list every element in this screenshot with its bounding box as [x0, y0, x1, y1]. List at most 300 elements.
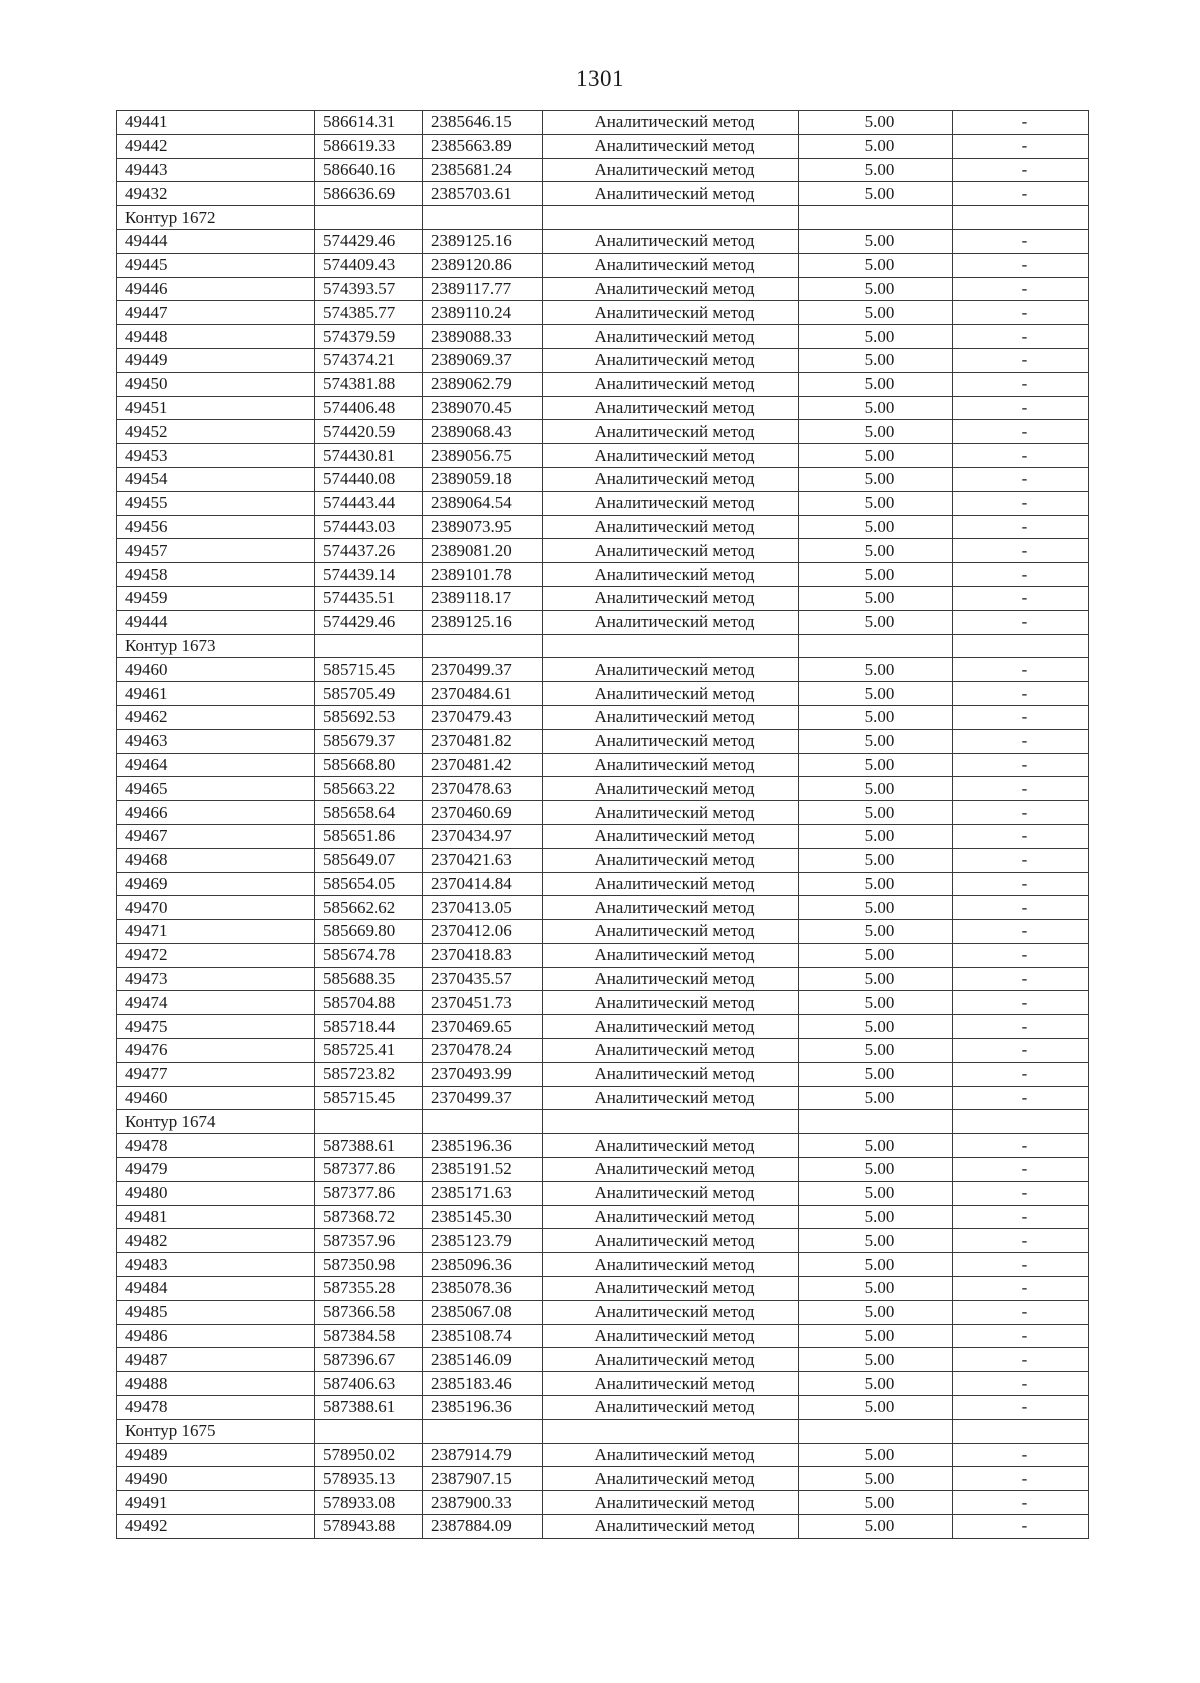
- note-cell: -: [953, 1205, 1089, 1229]
- method-cell: Аналитический метод: [543, 515, 799, 539]
- method-cell: Аналитический метод: [543, 253, 799, 277]
- note-cell: -: [953, 920, 1089, 944]
- accuracy-cell: 5.00: [799, 1181, 953, 1205]
- table-row: [117, 1229, 1089, 1253]
- y-coordinate-cell: 2389117.77: [423, 277, 543, 301]
- x-coordinate-cell: 574420.59: [315, 420, 423, 444]
- method-cell: Аналитический метод: [543, 1229, 799, 1253]
- note-cell: -: [953, 610, 1089, 634]
- note-cell: -: [953, 586, 1089, 610]
- accuracy-cell: 5.00: [799, 1467, 953, 1491]
- y-coordinate-cell: 2387907.15: [423, 1467, 543, 1491]
- x-coordinate-cell: 585679.37: [315, 729, 423, 753]
- x-coordinate-cell: 574379.59: [315, 325, 423, 349]
- method-cell: Аналитический метод: [543, 705, 799, 729]
- accuracy-cell: 5.00: [799, 1515, 953, 1539]
- y-coordinate-cell: 2385067.08: [423, 1300, 543, 1324]
- table-row: [117, 1062, 1089, 1086]
- coordinates-table: [116, 110, 1089, 1539]
- method-cell: Аналитический метод: [543, 991, 799, 1015]
- empty-cell: [315, 1110, 423, 1134]
- note-cell: -: [953, 1443, 1089, 1467]
- point-id-cell: 49472: [117, 943, 315, 967]
- x-coordinate-cell: 587388.61: [315, 1134, 423, 1158]
- y-coordinate-cell: 2385146.09: [423, 1348, 543, 1372]
- note-cell: -: [953, 515, 1089, 539]
- x-coordinate-cell: 578933.08: [315, 1491, 423, 1515]
- method-cell: Аналитический метод: [543, 134, 799, 158]
- empty-cell: [315, 206, 423, 230]
- note-cell: -: [953, 1372, 1089, 1396]
- point-id-cell: 49445: [117, 253, 315, 277]
- note-cell: -: [953, 1253, 1089, 1277]
- contour-header-row: [117, 1419, 1089, 1443]
- point-id-cell: 49458: [117, 563, 315, 587]
- table-row: [117, 1372, 1089, 1396]
- y-coordinate-cell: 2370499.37: [423, 658, 543, 682]
- point-id-cell: 49485: [117, 1300, 315, 1324]
- method-cell: Аналитический метод: [543, 277, 799, 301]
- point-id-cell: 49451: [117, 396, 315, 420]
- table-row: [117, 563, 1089, 587]
- note-cell: -: [953, 372, 1089, 396]
- table-row: [117, 1253, 1089, 1277]
- x-coordinate-cell: 574374.21: [315, 348, 423, 372]
- method-cell: Аналитический метод: [543, 348, 799, 372]
- x-coordinate-cell: 587355.28: [315, 1277, 423, 1301]
- accuracy-cell: 5.00: [799, 325, 953, 349]
- note-cell: -: [953, 991, 1089, 1015]
- point-id-cell: 49470: [117, 896, 315, 920]
- note-cell: -: [953, 1134, 1089, 1158]
- empty-cell: [799, 1110, 953, 1134]
- point-id-cell: 49468: [117, 848, 315, 872]
- x-coordinate-cell: 585718.44: [315, 1015, 423, 1039]
- point-id-cell: 49483: [117, 1253, 315, 1277]
- y-coordinate-cell: 2389120.86: [423, 253, 543, 277]
- table-row: [117, 253, 1089, 277]
- empty-cell: [423, 206, 543, 230]
- table-row: [117, 1086, 1089, 1110]
- empty-cell: [953, 634, 1089, 658]
- y-coordinate-cell: 2370484.61: [423, 682, 543, 706]
- method-cell: Аналитический метод: [543, 1515, 799, 1539]
- y-coordinate-cell: 2385145.30: [423, 1205, 543, 1229]
- accuracy-cell: 5.00: [799, 134, 953, 158]
- y-coordinate-cell: 2385196.36: [423, 1396, 543, 1420]
- x-coordinate-cell: 585651.86: [315, 824, 423, 848]
- x-coordinate-cell: 578943.88: [315, 1515, 423, 1539]
- note-cell: -: [953, 253, 1089, 277]
- method-cell: Аналитический метод: [543, 872, 799, 896]
- note-cell: -: [953, 658, 1089, 682]
- accuracy-cell: 5.00: [799, 444, 953, 468]
- table-row: [117, 372, 1089, 396]
- method-cell: Аналитический метод: [543, 158, 799, 182]
- point-id-cell: 49476: [117, 1039, 315, 1063]
- table-row: [117, 753, 1089, 777]
- accuracy-cell: 5.00: [799, 1372, 953, 1396]
- x-coordinate-cell: 585705.49: [315, 682, 423, 706]
- y-coordinate-cell: 2370479.43: [423, 705, 543, 729]
- y-coordinate-cell: 2389059.18: [423, 467, 543, 491]
- x-coordinate-cell: 586614.31: [315, 111, 423, 135]
- y-coordinate-cell: 2370434.97: [423, 824, 543, 848]
- table-row: [117, 1300, 1089, 1324]
- note-cell: -: [953, 277, 1089, 301]
- y-coordinate-cell: 2387884.09: [423, 1515, 543, 1539]
- method-cell: Аналитический метод: [543, 229, 799, 253]
- note-cell: -: [953, 1324, 1089, 1348]
- accuracy-cell: 5.00: [799, 539, 953, 563]
- point-id-cell: 49454: [117, 467, 315, 491]
- accuracy-cell: 5.00: [799, 348, 953, 372]
- note-cell: -: [953, 182, 1089, 206]
- empty-cell: [953, 206, 1089, 230]
- accuracy-cell: 5.00: [799, 682, 953, 706]
- y-coordinate-cell: 2389073.95: [423, 515, 543, 539]
- x-coordinate-cell: 585688.35: [315, 967, 423, 991]
- note-cell: -: [953, 753, 1089, 777]
- x-coordinate-cell: 574435.51: [315, 586, 423, 610]
- y-coordinate-cell: 2385196.36: [423, 1134, 543, 1158]
- y-coordinate-cell: 2389125.16: [423, 229, 543, 253]
- accuracy-cell: 5.00: [799, 1491, 953, 1515]
- x-coordinate-cell: 587357.96: [315, 1229, 423, 1253]
- note-cell: -: [953, 1467, 1089, 1491]
- point-id-cell: 49482: [117, 1229, 315, 1253]
- point-id-cell: 49471: [117, 920, 315, 944]
- table-row: [117, 872, 1089, 896]
- point-id-cell: 49486: [117, 1324, 315, 1348]
- accuracy-cell: 5.00: [799, 229, 953, 253]
- y-coordinate-cell: 2370478.24: [423, 1039, 543, 1063]
- accuracy-cell: 5.00: [799, 515, 953, 539]
- accuracy-cell: 5.00: [799, 658, 953, 682]
- y-coordinate-cell: 2370412.06: [423, 920, 543, 944]
- empty-cell: [543, 634, 799, 658]
- point-id-cell: 49478: [117, 1396, 315, 1420]
- empty-cell: [799, 1419, 953, 1443]
- table-row: [117, 515, 1089, 539]
- method-cell: Аналитический метод: [543, 801, 799, 825]
- method-cell: Аналитический метод: [543, 563, 799, 587]
- y-coordinate-cell: 2370493.99: [423, 1062, 543, 1086]
- contour-label: Контур 1675: [117, 1419, 315, 1443]
- note-cell: -: [953, 1158, 1089, 1182]
- table-row: [117, 920, 1089, 944]
- method-cell: Аналитический метод: [543, 444, 799, 468]
- x-coordinate-cell: 585715.45: [315, 658, 423, 682]
- method-cell: Аналитический метод: [543, 1205, 799, 1229]
- accuracy-cell: 5.00: [799, 753, 953, 777]
- x-coordinate-cell: 574406.48: [315, 396, 423, 420]
- note-cell: -: [953, 824, 1089, 848]
- empty-cell: [543, 206, 799, 230]
- table-row: [117, 301, 1089, 325]
- point-id-cell: 49474: [117, 991, 315, 1015]
- method-cell: Аналитический метод: [543, 1062, 799, 1086]
- note-cell: -: [953, 1277, 1089, 1301]
- x-coordinate-cell: 585723.82: [315, 1062, 423, 1086]
- x-coordinate-cell: 585725.41: [315, 1039, 423, 1063]
- y-coordinate-cell: 2389110.24: [423, 301, 543, 325]
- method-cell: Аналитический метод: [543, 1277, 799, 1301]
- note-cell: -: [953, 1491, 1089, 1515]
- accuracy-cell: 5.00: [799, 967, 953, 991]
- point-id-cell: 49441: [117, 111, 315, 135]
- note-cell: -: [953, 134, 1089, 158]
- accuracy-cell: 5.00: [799, 253, 953, 277]
- note-cell: -: [953, 872, 1089, 896]
- note-cell: -: [953, 943, 1089, 967]
- x-coordinate-cell: 574381.88: [315, 372, 423, 396]
- note-cell: -: [953, 1015, 1089, 1039]
- method-cell: Аналитический метод: [543, 1372, 799, 1396]
- table-row: [117, 967, 1089, 991]
- table-row: [117, 896, 1089, 920]
- empty-cell: [799, 206, 953, 230]
- accuracy-cell: 5.00: [799, 420, 953, 444]
- x-coordinate-cell: 574439.14: [315, 563, 423, 587]
- method-cell: Аналитический метод: [543, 682, 799, 706]
- point-id-cell: 49462: [117, 705, 315, 729]
- point-id-cell: 49442: [117, 134, 315, 158]
- point-id-cell: 49481: [117, 1205, 315, 1229]
- y-coordinate-cell: 2370478.63: [423, 777, 543, 801]
- point-id-cell: 49450: [117, 372, 315, 396]
- method-cell: Аналитический метод: [543, 1491, 799, 1515]
- method-cell: Аналитический метод: [543, 1181, 799, 1205]
- table-row: [117, 610, 1089, 634]
- method-cell: Аналитический метод: [543, 1324, 799, 1348]
- point-id-cell: 49449: [117, 348, 315, 372]
- point-id-cell: 49456: [117, 515, 315, 539]
- method-cell: Аналитический метод: [543, 729, 799, 753]
- point-id-cell: 49465: [117, 777, 315, 801]
- table-row: [117, 801, 1089, 825]
- table-row: [117, 1491, 1089, 1515]
- method-cell: Аналитический метод: [543, 467, 799, 491]
- note-cell: -: [953, 682, 1089, 706]
- table-row: [117, 1158, 1089, 1182]
- x-coordinate-cell: 585692.53: [315, 705, 423, 729]
- point-id-cell: 49484: [117, 1277, 315, 1301]
- contour-label: Контур 1672: [117, 206, 315, 230]
- accuracy-cell: 5.00: [799, 1324, 953, 1348]
- table-row: [117, 325, 1089, 349]
- table-row: [117, 467, 1089, 491]
- table-row: [117, 1467, 1089, 1491]
- y-coordinate-cell: 2389064.54: [423, 491, 543, 515]
- empty-cell: [315, 634, 423, 658]
- point-id-cell: 49432: [117, 182, 315, 206]
- note-cell: -: [953, 1086, 1089, 1110]
- x-coordinate-cell: 585668.80: [315, 753, 423, 777]
- method-cell: Аналитический метод: [543, 325, 799, 349]
- accuracy-cell: 5.00: [799, 277, 953, 301]
- accuracy-cell: 5.00: [799, 777, 953, 801]
- table-row: [117, 1277, 1089, 1301]
- note-cell: -: [953, 729, 1089, 753]
- y-coordinate-cell: 2387914.79: [423, 1443, 543, 1467]
- point-id-cell: 49460: [117, 1086, 315, 1110]
- point-id-cell: 49480: [117, 1181, 315, 1205]
- x-coordinate-cell: 585654.05: [315, 872, 423, 896]
- accuracy-cell: 5.00: [799, 586, 953, 610]
- x-coordinate-cell: 585662.62: [315, 896, 423, 920]
- y-coordinate-cell: 2389056.75: [423, 444, 543, 468]
- table-row: [117, 444, 1089, 468]
- accuracy-cell: 5.00: [799, 372, 953, 396]
- table-row: [117, 1134, 1089, 1158]
- point-id-cell: 49464: [117, 753, 315, 777]
- point-id-cell: 49443: [117, 158, 315, 182]
- y-coordinate-cell: 2385191.52: [423, 1158, 543, 1182]
- method-cell: Аналитический метод: [543, 1039, 799, 1063]
- point-id-cell: 49478: [117, 1134, 315, 1158]
- empty-cell: [543, 1110, 799, 1134]
- x-coordinate-cell: 586636.69: [315, 182, 423, 206]
- accuracy-cell: 5.00: [799, 729, 953, 753]
- point-id-cell: 49467: [117, 824, 315, 848]
- method-cell: Аналитический метод: [543, 967, 799, 991]
- note-cell: -: [953, 491, 1089, 515]
- y-coordinate-cell: 2385703.61: [423, 182, 543, 206]
- point-id-cell: 49459: [117, 586, 315, 610]
- y-coordinate-cell: 2385171.63: [423, 1181, 543, 1205]
- point-id-cell: 49446: [117, 277, 315, 301]
- accuracy-cell: 5.00: [799, 1348, 953, 1372]
- method-cell: Аналитический метод: [543, 896, 799, 920]
- x-coordinate-cell: 585669.80: [315, 920, 423, 944]
- accuracy-cell: 5.00: [799, 1086, 953, 1110]
- note-cell: -: [953, 467, 1089, 491]
- empty-cell: [953, 1110, 1089, 1134]
- point-id-cell: 49491: [117, 1491, 315, 1515]
- table-row: [117, 111, 1089, 135]
- accuracy-cell: 5.00: [799, 111, 953, 135]
- point-id-cell: 49466: [117, 801, 315, 825]
- point-id-cell: 49448: [117, 325, 315, 349]
- y-coordinate-cell: 2385108.74: [423, 1324, 543, 1348]
- accuracy-cell: 5.00: [799, 896, 953, 920]
- table-row: [117, 182, 1089, 206]
- note-cell: -: [953, 1515, 1089, 1539]
- note-cell: -: [953, 1229, 1089, 1253]
- y-coordinate-cell: 2385663.89: [423, 134, 543, 158]
- point-id-cell: 49452: [117, 420, 315, 444]
- accuracy-cell: 5.00: [799, 943, 953, 967]
- table-row: [117, 491, 1089, 515]
- point-id-cell: 49477: [117, 1062, 315, 1086]
- y-coordinate-cell: 2389088.33: [423, 325, 543, 349]
- table-row: [117, 1324, 1089, 1348]
- table-row: [117, 158, 1089, 182]
- accuracy-cell: 5.00: [799, 848, 953, 872]
- y-coordinate-cell: 2389069.37: [423, 348, 543, 372]
- accuracy-cell: 5.00: [799, 563, 953, 587]
- accuracy-cell: 5.00: [799, 991, 953, 1015]
- accuracy-cell: 5.00: [799, 1015, 953, 1039]
- method-cell: Аналитический метод: [543, 111, 799, 135]
- table-row: [117, 1015, 1089, 1039]
- table-row: [117, 229, 1089, 253]
- coordinates-table-body: [117, 111, 1089, 1539]
- point-id-cell: 49490: [117, 1467, 315, 1491]
- contour-header-row: [117, 1110, 1089, 1134]
- point-id-cell: 49453: [117, 444, 315, 468]
- y-coordinate-cell: 2385646.15: [423, 111, 543, 135]
- method-cell: Аналитический метод: [543, 777, 799, 801]
- point-id-cell: 49475: [117, 1015, 315, 1039]
- y-coordinate-cell: 2389062.79: [423, 372, 543, 396]
- y-coordinate-cell: 2385183.46: [423, 1372, 543, 1396]
- point-id-cell: 49479: [117, 1158, 315, 1182]
- note-cell: -: [953, 1039, 1089, 1063]
- method-cell: Аналитический метод: [543, 848, 799, 872]
- table-row: [117, 658, 1089, 682]
- empty-cell: [315, 1419, 423, 1443]
- note-cell: -: [953, 539, 1089, 563]
- table-row: [117, 1205, 1089, 1229]
- point-id-cell: 49455: [117, 491, 315, 515]
- y-coordinate-cell: 2389101.78: [423, 563, 543, 587]
- x-coordinate-cell: 574443.44: [315, 491, 423, 515]
- accuracy-cell: 5.00: [799, 1443, 953, 1467]
- method-cell: Аналитический метод: [543, 491, 799, 515]
- accuracy-cell: 5.00: [799, 182, 953, 206]
- y-coordinate-cell: 2370435.57: [423, 967, 543, 991]
- method-cell: Аналитический метод: [543, 301, 799, 325]
- point-id-cell: 49447: [117, 301, 315, 325]
- table-row: [117, 420, 1089, 444]
- y-coordinate-cell: 2385681.24: [423, 158, 543, 182]
- page-number: 1301: [576, 66, 624, 91]
- accuracy-cell: 5.00: [799, 1039, 953, 1063]
- method-cell: Аналитический метод: [543, 1086, 799, 1110]
- accuracy-cell: 5.00: [799, 1396, 953, 1420]
- y-coordinate-cell: 2389118.17: [423, 586, 543, 610]
- method-cell: Аналитический метод: [543, 920, 799, 944]
- method-cell: Аналитический метод: [543, 372, 799, 396]
- note-cell: -: [953, 848, 1089, 872]
- point-id-cell: 49492: [117, 1515, 315, 1539]
- y-coordinate-cell: 2389068.43: [423, 420, 543, 444]
- contour-header-row: [117, 634, 1089, 658]
- table-row: [117, 134, 1089, 158]
- table-row: [117, 991, 1089, 1015]
- accuracy-cell: 5.00: [799, 301, 953, 325]
- x-coordinate-cell: 585674.78: [315, 943, 423, 967]
- method-cell: Аналитический метод: [543, 396, 799, 420]
- table-row: [117, 1515, 1089, 1539]
- note-cell: -: [953, 1348, 1089, 1372]
- x-coordinate-cell: 574429.46: [315, 229, 423, 253]
- x-coordinate-cell: 586619.33: [315, 134, 423, 158]
- table-row: [117, 1443, 1089, 1467]
- empty-cell: [423, 634, 543, 658]
- x-coordinate-cell: 587384.58: [315, 1324, 423, 1348]
- y-coordinate-cell: 2370451.73: [423, 991, 543, 1015]
- x-coordinate-cell: 574437.26: [315, 539, 423, 563]
- note-cell: -: [953, 111, 1089, 135]
- y-coordinate-cell: 2385078.36: [423, 1277, 543, 1301]
- point-id-cell: 49489: [117, 1443, 315, 1467]
- x-coordinate-cell: 574429.46: [315, 610, 423, 634]
- method-cell: Аналитический метод: [543, 1348, 799, 1372]
- y-coordinate-cell: 2370481.82: [423, 729, 543, 753]
